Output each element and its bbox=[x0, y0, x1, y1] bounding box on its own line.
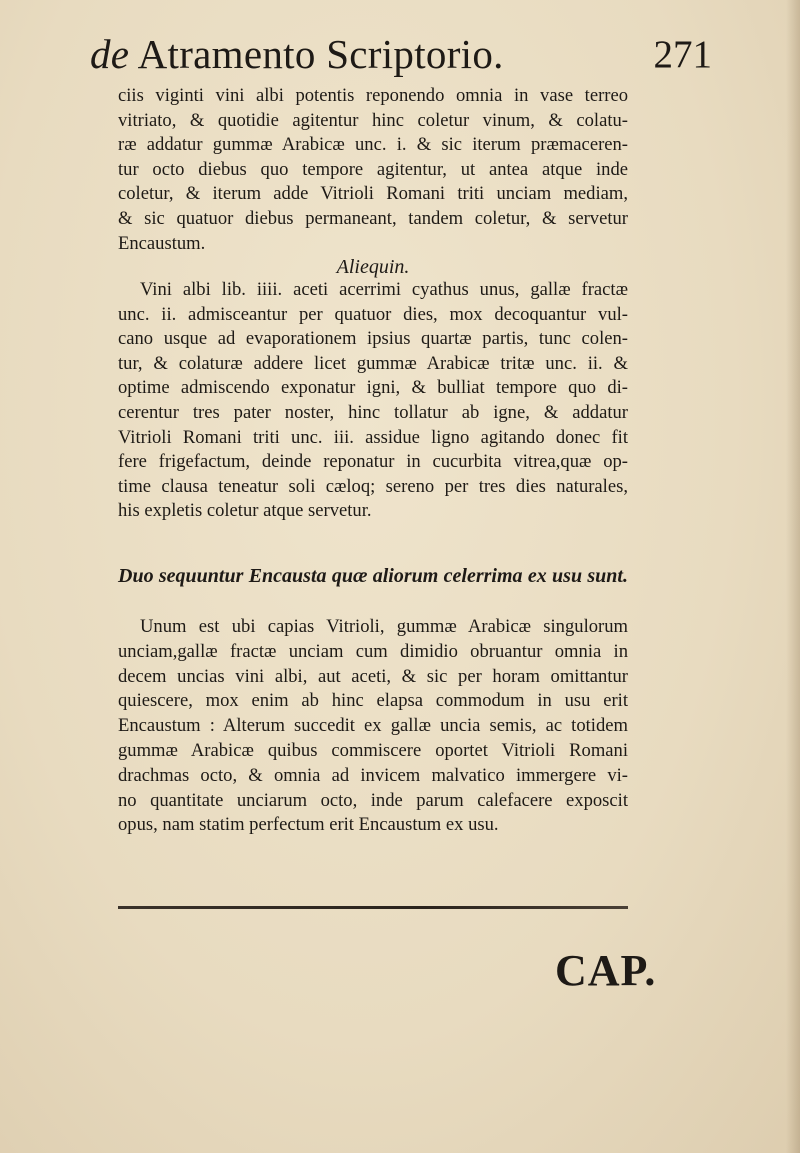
title-prefix: de bbox=[90, 31, 130, 77]
text-line: Unum est ubi capias Vitrioli, gummæ Arabicæ singulorum bbox=[140, 616, 628, 637]
text-line: ræ addatur gummæ Arabicæ unc. i. & sic iterum præmaceren- bbox=[118, 134, 628, 156]
text-line: tur, & colaturæ addere licet gummæ Arabicæ tritæ unc. ii. & bbox=[118, 352, 628, 374]
text-line: drachmas octo, & omnia ad invicem malvatico immergere vi- bbox=[118, 764, 628, 786]
catchword: CAP. bbox=[555, 946, 657, 995]
text-line: no quantitate unciarum octo, inde parum calefacere exposcit bbox=[118, 789, 628, 811]
text-line: optime admiscendo exponatur igni, & bulliat tempore quo di- bbox=[118, 377, 628, 399]
text-line: tur octo diebus quo tempore agitentur, ut antea atque inde bbox=[118, 158, 628, 180]
text-line: his expletis coletur atque servetur. bbox=[118, 500, 372, 522]
title-main: Atramento Scriptorio. bbox=[137, 31, 504, 77]
text-line: unc. ii. admisceantur per quatuor dies, mox decoquantur vul- bbox=[118, 303, 628, 325]
running-header bbox=[90, 30, 730, 90]
running-title bbox=[90, 30, 504, 78]
text-line: cano usque ad evaporationem ipsius quartæ partis, tunc colen- bbox=[118, 328, 628, 350]
page-edge-shadow bbox=[786, 0, 800, 1153]
text-line: cerentur tres pater noster, hinc tollatur ab igne, & addatur bbox=[118, 401, 628, 423]
text-line: Encaustum. bbox=[118, 232, 206, 254]
text-line: Vitrioli Romani triti unc. iii. assidue ligno agitando donec fit bbox=[118, 426, 628, 448]
subheading-alioquin: Aliequin. bbox=[336, 256, 410, 278]
text-line: & sic quatuor diebus permaneant, tandem coletur, & servetur bbox=[118, 207, 628, 229]
paragraph-3 bbox=[118, 615, 628, 838]
text-line: Encaustum : Alterum succedit ex gallæ uncia semis, ac totidem bbox=[118, 715, 628, 737]
text-line: decem uncias vini albi, aut aceti, & sic per horam omittantur bbox=[118, 665, 628, 687]
text-line: vitriato, & quotidie agitentur hinc coletur vinum, & colatu- bbox=[118, 109, 628, 131]
text-line: quiescere, mox enim ab hinc elapsa commodum in usu erit bbox=[118, 690, 628, 712]
text-line: unciam,gallæ fractæ unciam cum dimidio obruantur omnia in bbox=[118, 640, 628, 662]
paragraph-1 bbox=[118, 84, 628, 256]
text-line: coletur, & iterum adde Vitrioli Romani triti unciam mediam, bbox=[118, 183, 628, 205]
text-line: gummæ Arabicæ quibus commiscere oportet Vitrioli Romani bbox=[118, 739, 628, 761]
section-heading: Duo sequuntur Encausta quæ aliorum celerrima ex usu sunt. bbox=[118, 565, 628, 587]
text-line: opus, nam statim perfectum erit Encaustum ex usu. bbox=[118, 814, 499, 836]
page-number: 271 bbox=[653, 33, 712, 76]
text-line: Vini albi lib. iiii. aceti acerrimi cyathus unus, gallæ fractæ bbox=[140, 279, 628, 300]
paragraph-2 bbox=[118, 278, 628, 524]
text-line: fere frigefactum, deinde reponatur in cucurbita vitrea,quæ op- bbox=[118, 451, 628, 473]
horizontal-rule bbox=[118, 906, 628, 909]
text-line: time clausa teneatur soli cæloq; sereno per tres dies naturales, bbox=[118, 475, 628, 497]
text-line: ciis viginti vini albi potentis reponendo omnia in vase terreo bbox=[118, 85, 628, 106]
